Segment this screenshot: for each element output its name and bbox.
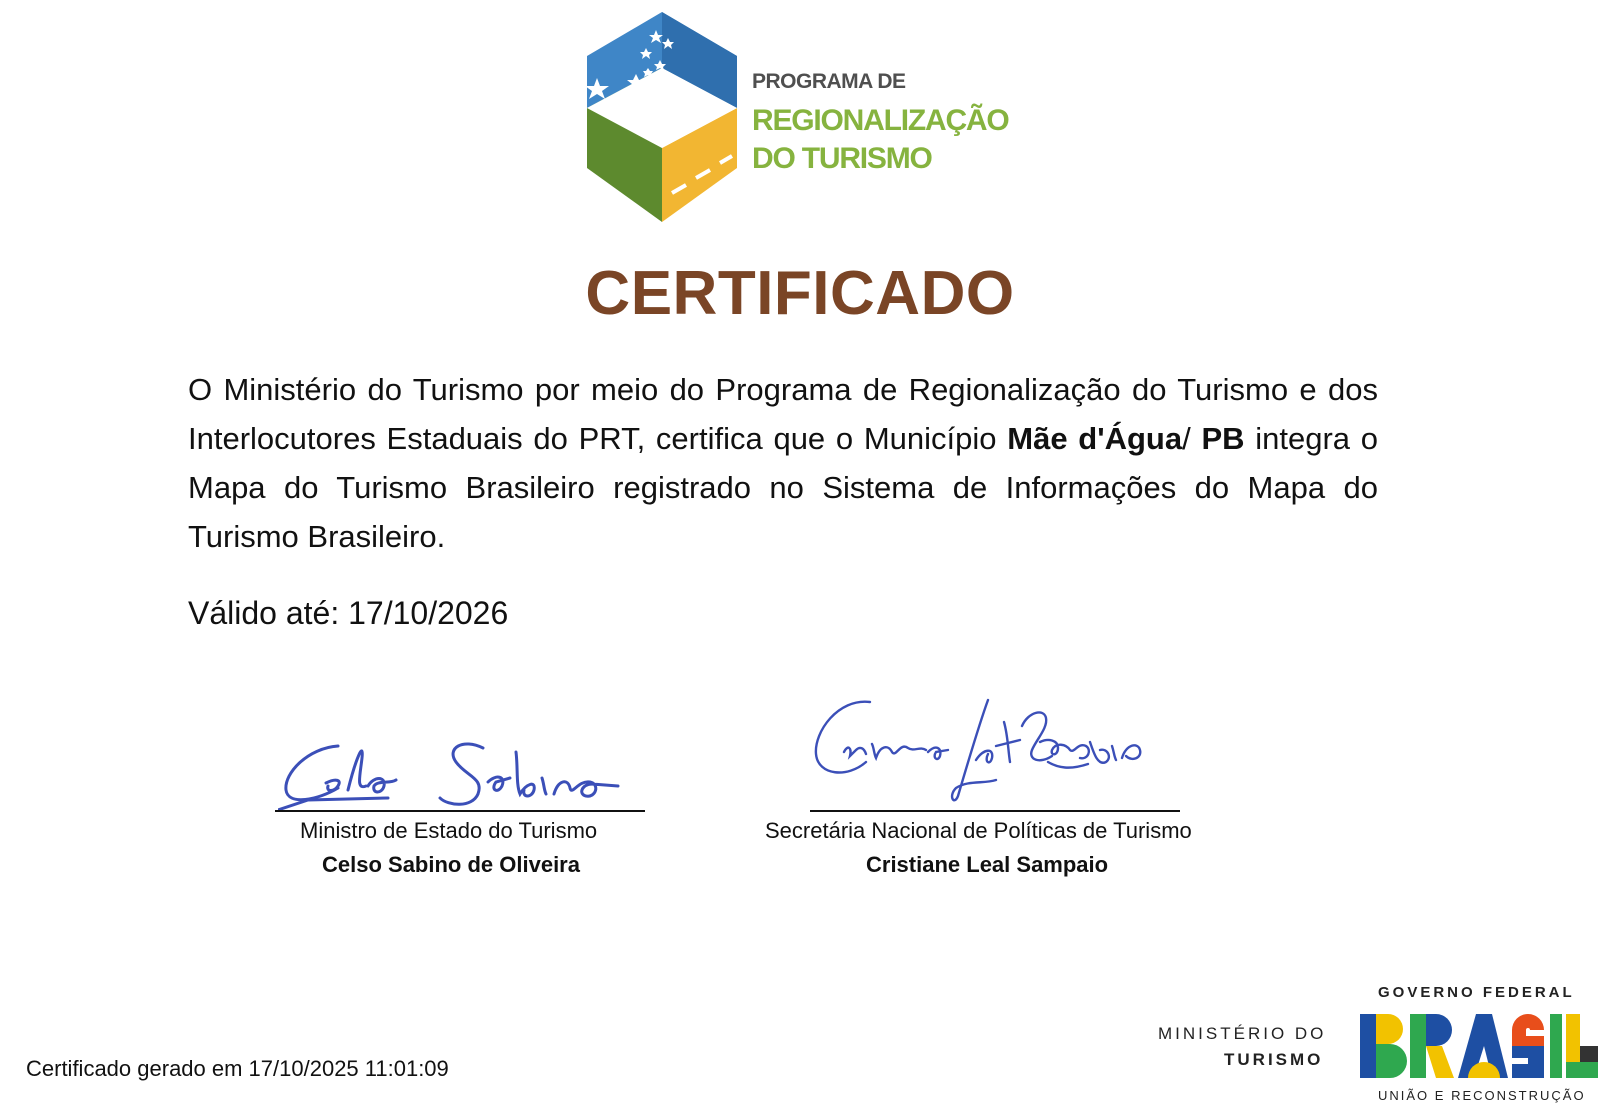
brasil-government-logo — [1358, 1012, 1600, 1080]
signature-role-2: Secretária Nacional de Políticas de Turismo — [765, 818, 1192, 843]
signature-line-1 — [275, 810, 645, 812]
generated-timestamp: Certificado gerado em 17/10/2025 11:01:09 — [26, 1056, 449, 1081]
body-text-part1: O Ministério do Turismo por meio do Programa de Regionalização do Turismo e dos Interlocutores Estaduais do PRT, certifica que o Município — [188, 372, 1378, 456]
uniao-reconstrucao-label: UNIÃO E RECONSTRUÇÃO — [1378, 1088, 1586, 1103]
municipality-name: Mãe d'Água — [1007, 421, 1183, 456]
certificate-body — [188, 365, 1378, 561]
body-slash: / — [1182, 421, 1191, 456]
signature-name-1: Celso Sabino de Oliveira — [322, 852, 580, 877]
signature-celso-image — [278, 728, 648, 818]
program-logo — [572, 8, 1009, 228]
program-name-line3: DO TURISMO — [752, 142, 932, 175]
signature-cristiane-image — [808, 692, 1178, 812]
body-text-part2: integra o Mapa do Turismo Brasileiro registrado no Sistema de Informações do Mapa do Turismo Brasileiro. — [188, 421, 1378, 554]
validity-date: Válido até: 17/10/2026 — [188, 595, 509, 631]
program-hexagon-icon — [572, 8, 752, 228]
ministry-label-line1: MINISTÉRIO DO — [1158, 1024, 1327, 1043]
signature-name-2: Cristiane Leal Sampaio — [866, 852, 1109, 877]
certificate-title: CERTIFICADO — [585, 259, 1015, 328]
signature-role-1: Ministro de Estado do Turismo — [300, 818, 598, 843]
ministry-label-line2: TURISMO — [1224, 1050, 1324, 1069]
state-code: PB — [1201, 421, 1245, 456]
program-name-line1: PROGRAMA DE — [752, 70, 906, 93]
program-name-line2: REGIONALIZAÇÃO — [752, 104, 1009, 137]
signature-line-2 — [810, 810, 1180, 812]
governo-federal-label: GOVERNO FEDERAL — [1378, 984, 1575, 1001]
